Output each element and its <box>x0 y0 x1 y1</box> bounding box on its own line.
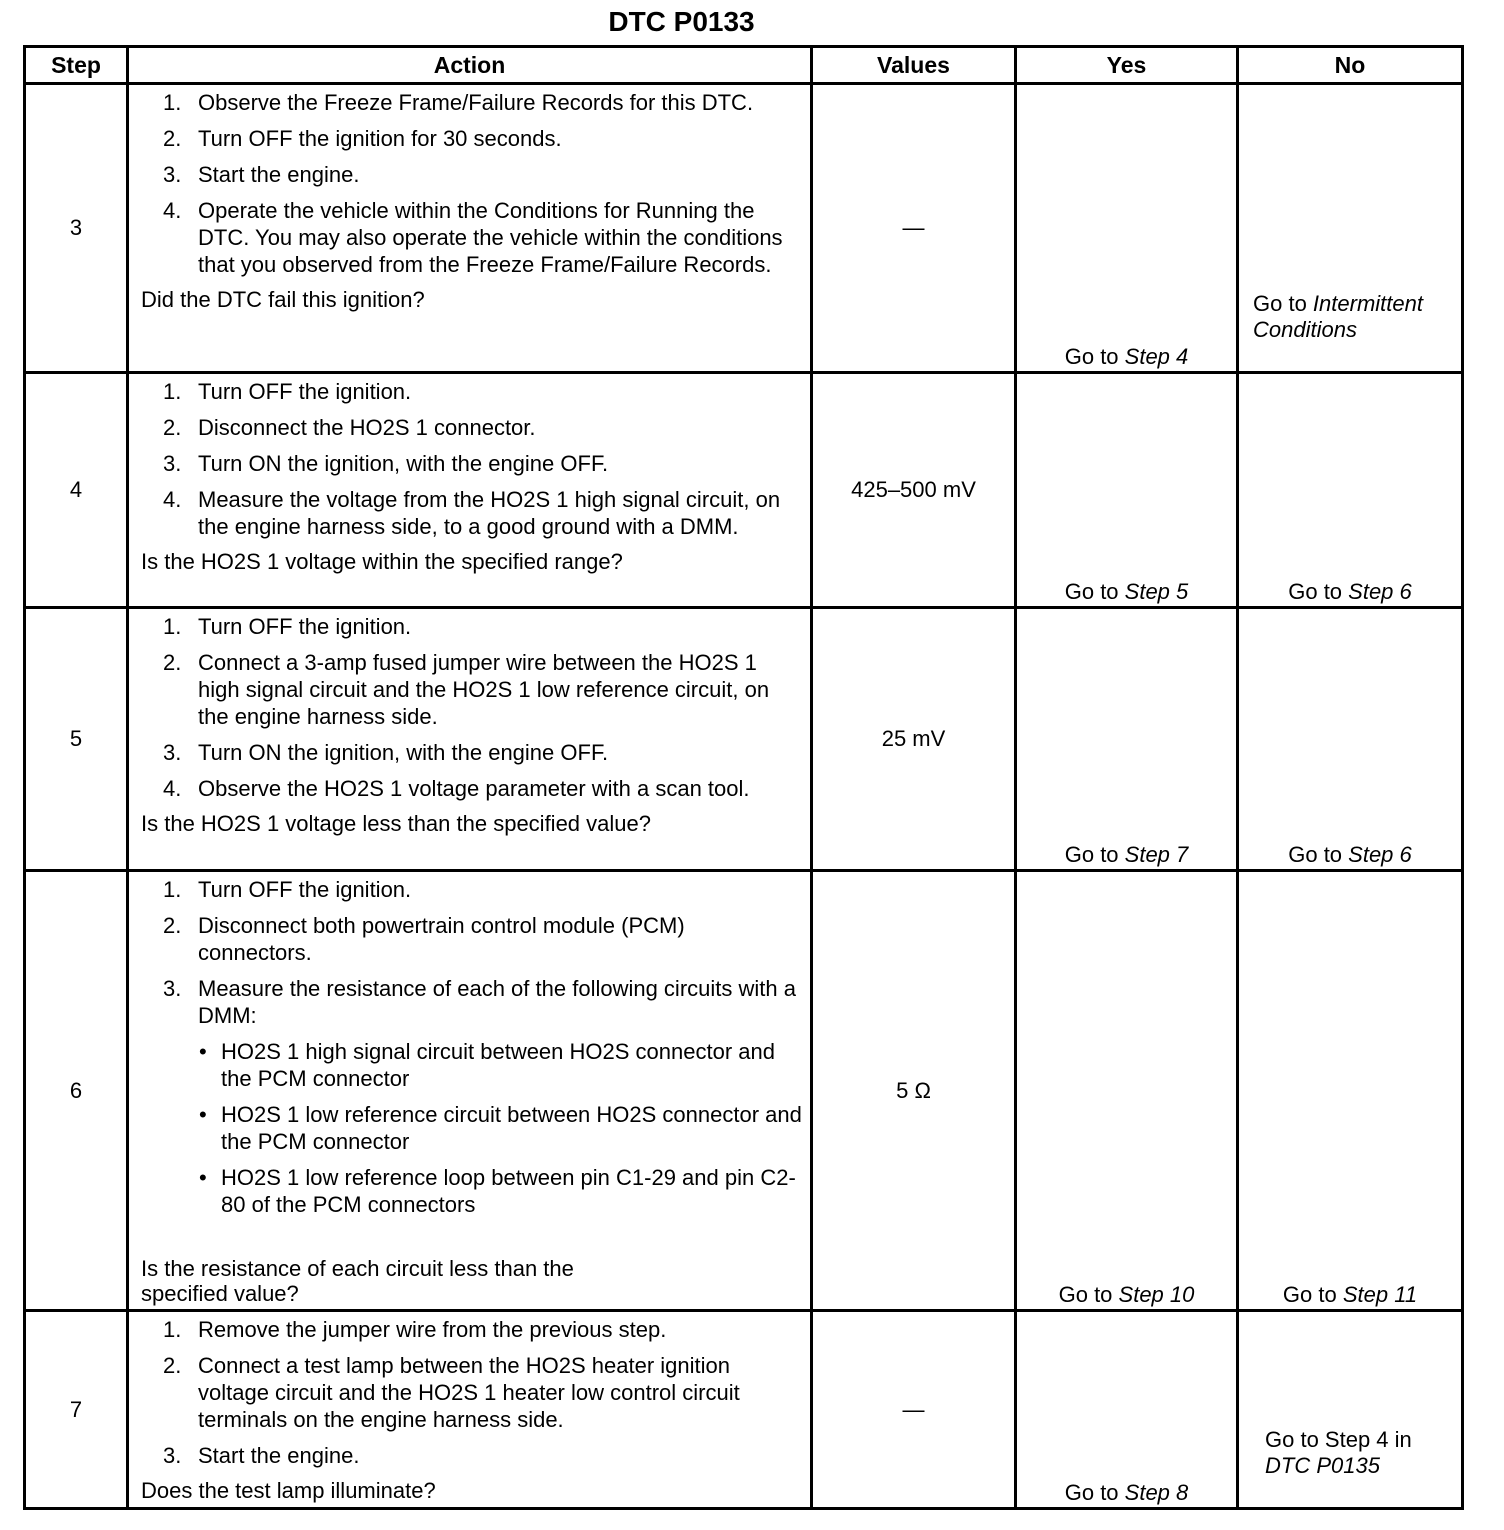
question: Does the test lamp illuminate? <box>141 1478 436 1503</box>
step-number: 3 <box>69 215 83 240</box>
yes-cell <box>1016 84 1238 373</box>
list-item: 3. Measure the resistance of each of the following circuits with a DMM: <box>163 976 796 1028</box>
value: 5 Ω <box>896 1077 931 1103</box>
question: Is the HO2S 1 voltage less than the specified value? <box>141 811 651 836</box>
list-item: 4. Operate the vehicle within the Conditions for Running the DTC. You may also operate the vehicle within the conditions that you observed from the Freeze Frame/Failure Records. <box>163 198 783 277</box>
list-item: 2. Connect a test lamp between the HO2S heater ignition voltage circuit and the HO2S 1 heater low control circuit terminals on the engine harness side. <box>163 1353 740 1432</box>
step-cell <box>25 84 128 373</box>
table-row <box>25 373 1463 608</box>
yes-cell <box>1016 608 1238 871</box>
step-number: 7 <box>69 1396 83 1422</box>
yes-link[interactable]: Go to Step 5 <box>1064 579 1189 604</box>
diagnostic-table <box>23 45 1464 1510</box>
value: — <box>902 215 925 240</box>
list-item: 1. Turn OFF the ignition. <box>163 379 412 404</box>
list-item: 1. Remove the jumper wire from the previous step. <box>163 1317 667 1342</box>
header-row <box>25 47 1463 84</box>
no-link[interactable]: Go to Step 11 <box>1282 1282 1418 1307</box>
value-cell <box>812 1311 1016 1509</box>
no-cell <box>1238 84 1463 373</box>
yes-link[interactable]: Go to Step 8 <box>1064 1480 1189 1505</box>
value: 25 mV <box>881 726 946 751</box>
list-item: 3. Start the engine. <box>163 1443 360 1468</box>
no-link[interactable]: Go to Step 6 <box>1288 842 1412 867</box>
list-item: 2. Disconnect the HO2S 1 connector. <box>163 415 536 440</box>
header-step: Step <box>25 47 128 84</box>
value-cell <box>812 871 1016 1311</box>
no-cell <box>1238 373 1463 608</box>
table-row <box>25 871 1463 1311</box>
action-cell <box>128 84 812 373</box>
value-cell <box>812 373 1016 608</box>
step-number: 4 <box>69 477 83 502</box>
step-cell <box>25 608 128 871</box>
value: 425–500 mV <box>851 477 976 502</box>
yes-cell <box>1016 1311 1238 1509</box>
list-item: 4. Observe the HO2S 1 voltage parameter with a scan tool. <box>163 776 750 801</box>
step-cell <box>25 871 128 1311</box>
header-action: Action <box>128 47 812 84</box>
list-item: 2. Disconnect both powertrain control module (PCM) connectors. <box>163 913 685 965</box>
list-item: 1. Observe the Freeze Frame/Failure Records for this DTC. <box>163 90 754 115</box>
table-row <box>25 84 1463 373</box>
list-item: 2. Turn OFF the ignition for 30 seconds. <box>163 126 562 151</box>
table-row <box>25 1311 1463 1509</box>
action-cell <box>128 373 812 608</box>
action-cell <box>128 608 812 871</box>
value-cell <box>812 608 1016 871</box>
step-cell <box>25 1311 128 1509</box>
no-cell <box>1238 871 1463 1311</box>
question: Did the DTC fail this ignition? <box>141 287 425 312</box>
no-cell <box>1238 1311 1463 1509</box>
step-cell <box>25 373 128 608</box>
step-number: 5 <box>69 726 83 751</box>
list-item: 3. Turn ON the ignition, with the engine OFF. <box>163 740 609 765</box>
bullet-item: • HO2S 1 high signal circuit between HO2S connector and the PCM connector <box>141 1038 802 1092</box>
no-link[interactable]: Go to Step 4 in DTC P0135 <box>1265 1427 1412 1478</box>
question: Is the resistance of each circuit less than the specified value? <box>141 1256 574 1306</box>
value: — <box>902 1396 925 1422</box>
step-number: 6 <box>69 1077 83 1103</box>
header-no: No <box>1238 47 1463 84</box>
header-values: Values <box>812 47 1016 84</box>
list-item: 3. Start the engine. <box>163 162 360 187</box>
action-cell <box>128 1311 812 1509</box>
list-item: 1. Turn OFF the ignition. <box>163 614 412 639</box>
action-cell <box>128 871 812 1311</box>
list-item: 2. Connect a 3-amp fused jumper wire between the HO2S 1 high signal circuit and the HO2S 1 low reference circuit, on the engine harness side. <box>163 650 770 729</box>
no-link[interactable]: Go to Intermittent Conditions <box>1253 291 1423 342</box>
list-item: 1. Turn OFF the ignition. <box>163 877 412 902</box>
value-cell <box>812 84 1016 373</box>
table-row <box>25 608 1463 871</box>
yes-link[interactable]: Go to Step 7 <box>1064 842 1189 867</box>
yes-link[interactable]: Go to Step 4 <box>1064 344 1189 369</box>
header-yes: Yes <box>1016 47 1238 84</box>
page-title: DTC P0133 <box>608 6 755 37</box>
list-item: 4. Measure the voltage from the HO2S 1 high signal circuit, on the engine harness side, to a good ground with a DMM. <box>163 487 781 539</box>
yes-cell <box>1016 373 1238 608</box>
bullet-item: • HO2S 1 low reference loop between pin C1-29 and pin C2- 80 of the PCM connectors <box>141 1164 802 1218</box>
no-link[interactable]: Go to Step 6 <box>1288 579 1412 604</box>
question: Is the HO2S 1 voltage within the specified range? <box>141 549 623 574</box>
bullet-item: • HO2S 1 low reference circuit between HO2S connector and the PCM connector <box>141 1101 802 1155</box>
yes-link[interactable]: Go to Step 10 <box>1058 1282 1195 1307</box>
list-item: 3. Turn ON the ignition, with the engine OFF. <box>163 451 609 476</box>
no-cell <box>1238 608 1463 871</box>
yes-cell <box>1016 871 1238 1311</box>
